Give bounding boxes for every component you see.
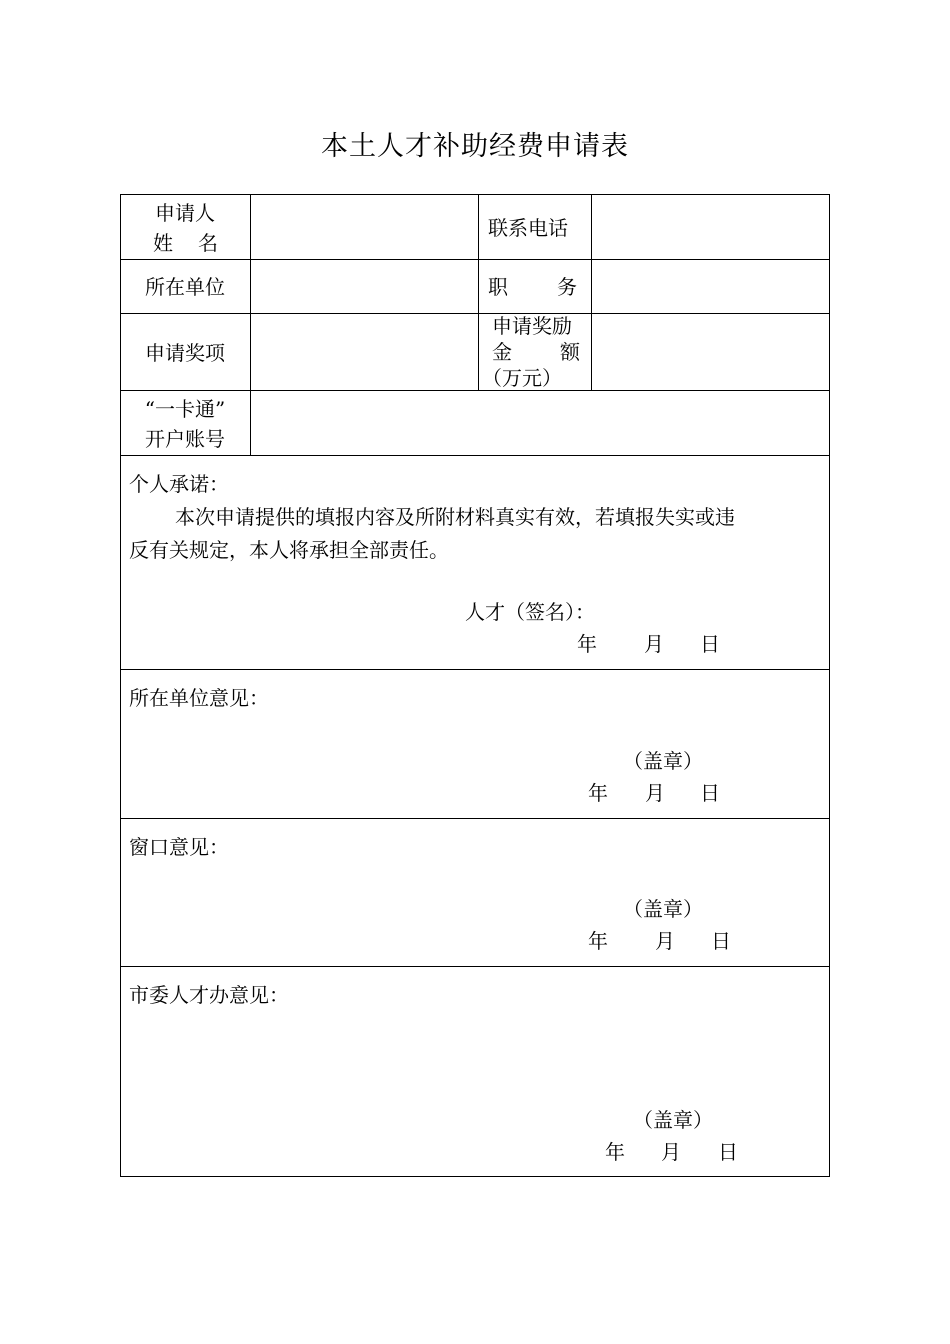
row-divider xyxy=(120,966,830,967)
table-border-bottom xyxy=(120,1176,830,1177)
committee-opinion-heading: 市委人才办意见： xyxy=(129,983,289,1007)
applicant-name-field[interactable] xyxy=(251,195,478,259)
award-amount-field[interactable] xyxy=(592,314,829,390)
application-form-table xyxy=(120,194,830,1177)
unit-label: 所在单位 xyxy=(145,275,225,299)
phone-field[interactable] xyxy=(592,195,829,259)
committee-opinion-stamp: （盖章） xyxy=(633,1108,713,1132)
commitment-text-line2: 反有关规定，本人将承担全部责任。 xyxy=(129,538,449,562)
unit-field[interactable] xyxy=(251,260,478,313)
applicant-name-label-char1: 姓 xyxy=(153,231,173,255)
row-divider xyxy=(120,669,830,670)
window-opinion-year: 年 xyxy=(588,929,608,953)
position-field[interactable] xyxy=(592,260,829,313)
window-opinion-day: 日 xyxy=(711,929,731,953)
commitment-date-day: 日 xyxy=(700,632,720,656)
window-opinion-month: 月 xyxy=(655,929,675,953)
window-opinion-stamp: （盖章） xyxy=(623,897,703,921)
account-label-line1: “一卡通” xyxy=(144,397,226,421)
award-amount-label-unit: （万元） xyxy=(482,366,562,390)
unit-opinion-year: 年 xyxy=(588,781,608,805)
position-label-char1: 职 xyxy=(488,275,508,299)
commitment-heading: 个人承诺： xyxy=(129,472,229,496)
unit-opinion-month: 月 xyxy=(645,781,665,805)
window-opinion-heading: 窗口意见： xyxy=(129,835,229,859)
unit-opinion-field[interactable] xyxy=(121,714,829,764)
position-label-char2: 务 xyxy=(557,275,577,299)
commitment-date-month: 月 xyxy=(644,632,664,656)
unit-opinion-heading: 所在单位意见： xyxy=(129,686,269,710)
page-title: 本土人才补助经费申请表 xyxy=(321,131,629,162)
applicant-name-label-char2: 名 xyxy=(198,231,218,255)
row-divider xyxy=(120,818,830,819)
committee-opinion-day: 日 xyxy=(718,1140,738,1164)
column-divider xyxy=(478,194,479,391)
account-field[interactable] xyxy=(251,391,829,455)
applicant-name-label-line1: 申请人 xyxy=(155,201,215,225)
award-amount-label-line1: 申请奖励 xyxy=(492,314,572,338)
committee-opinion-month: 月 xyxy=(661,1140,681,1164)
award-item-field[interactable] xyxy=(251,314,478,390)
signature-label: 人才（签名）： xyxy=(465,600,595,624)
row-divider xyxy=(120,455,830,456)
commitment-date-year: 年 xyxy=(577,632,597,656)
commitment-text-line1: 本次申请提供的填报内容及所附材料真实有效，若填报失实或违 xyxy=(175,505,735,529)
signature-field[interactable] xyxy=(615,597,735,627)
unit-opinion-day: 日 xyxy=(700,781,720,805)
account-label-line2: 开户账号 xyxy=(145,427,225,451)
phone-label: 联系电话 xyxy=(488,216,568,240)
committee-opinion-field[interactable] xyxy=(121,1012,829,1102)
award-item-label: 申请奖项 xyxy=(145,341,225,365)
committee-opinion-year: 年 xyxy=(605,1140,625,1164)
award-amount-label-char1: 金 xyxy=(492,340,512,364)
unit-opinion-stamp: （盖章） xyxy=(623,749,703,773)
table-border-right xyxy=(829,194,830,1177)
award-amount-label-char2: 额 xyxy=(560,340,580,364)
window-opinion-field[interactable] xyxy=(121,862,829,892)
